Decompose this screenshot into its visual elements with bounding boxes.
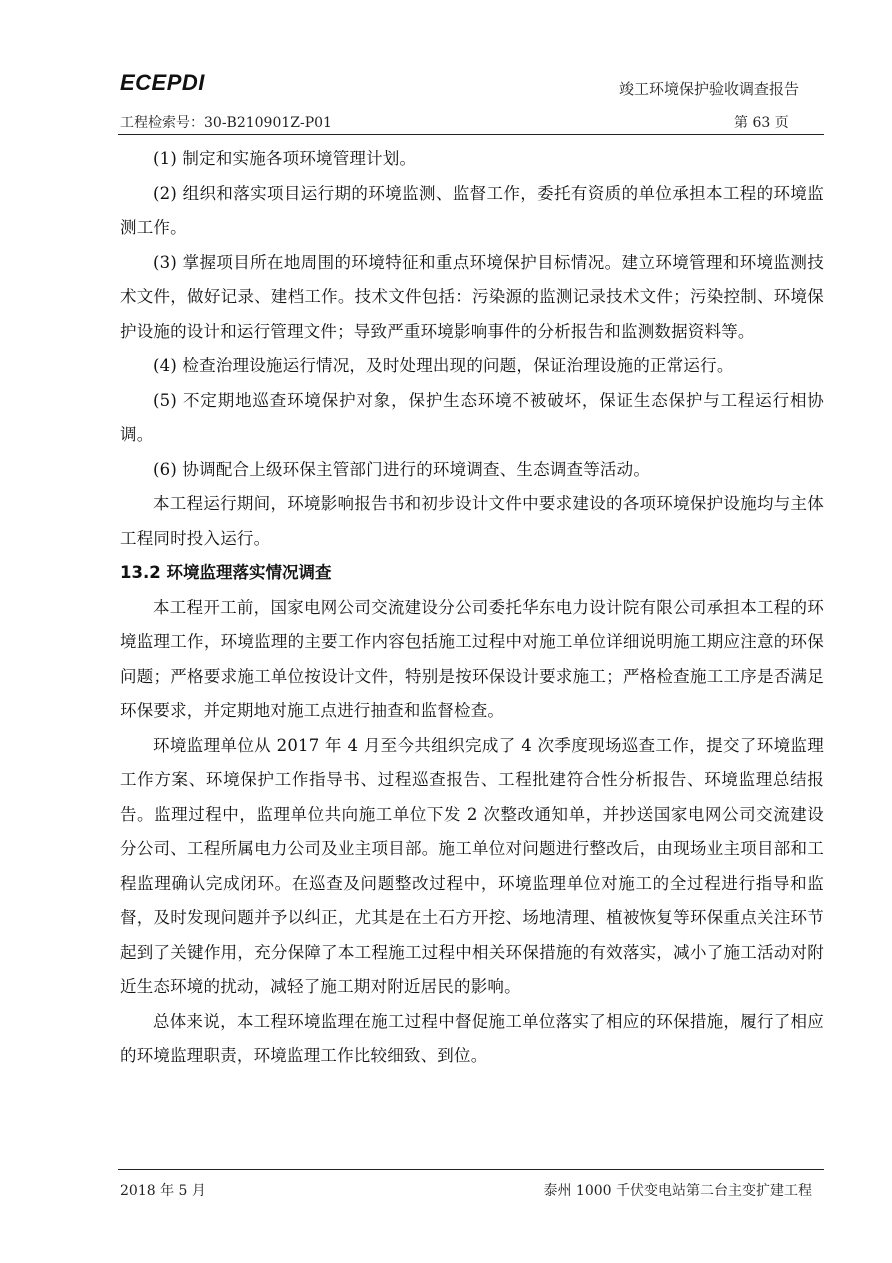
paragraph-operation-summary: 本工程运行期间，环境影响报告书和初步设计文件中要求建设的各项环境保护设施均与主体工程同时投入运行。 bbox=[120, 494, 824, 548]
paragraph-item-2: (2) 组织和落实项目运行期的环境监测、监督工作，委托有资质的单位承担本工程的环境监测工作。 bbox=[120, 183, 824, 237]
paragraph-item-6: (6) 协调配合上级环保主管部门进行的环境调查、生态调查等活动。 bbox=[153, 459, 651, 479]
section-heading: 13.2 环境监理落实情况调查 bbox=[120, 563, 332, 582]
footer-date: 2018 年 5 月 bbox=[120, 1183, 206, 1199]
document-body bbox=[120, 142, 824, 1074]
report-title: 竣工环境保护验收调查报告 bbox=[618, 80, 799, 98]
company-logo: ECEPDI bbox=[120, 70, 205, 95]
paragraph-supervision-intro: 本工程开工前，国家电网公司交流建设分公司委托华东电力设计院有限公司承担本工程的环境监理工作，环境监理的主要工作内容包括施工过程中对施工单位详细说明施工期应注意的环保问题；严格要求施工单位按设计文件，特别是按环保设计要求施工；严格检查施工工序是否满足环保要求，并定期地对施工点进行抽查和监督检查。 bbox=[120, 597, 824, 720]
paragraph-item-3: (3) 掌握项目所在地周围的环境特征和重点环境保护目标情况。建立环境管理和环境监测技术文件，做好记录、建档工作。技术文件包括：污染源的监测记录技术文件；污染控制、环境保护设施的设计和运行管理文件；导致严重环境影响事件的分析报告和监测数据资料等。 bbox=[120, 252, 824, 341]
paragraph-supervision-process: 环境监理单位从 2017 年 4 月至今共组织完成了 4 次季度现场巡查工作，提交了环境监理工作方案、环境保护工作指导书、过程巡查报告、工程批建符合性分析报告、环境监理总结报告。监理过程中，监理单位共向施工单位下发 2 次整改通知单，并抄送国家电网公司交流建设分公司、工程所属电力公司及业主项目部。施工单位对问题进行整改后，由现场业主项目部和工程监理确认完成闭环。在巡查及问题整改过程中，环境监理单位对施工的全过程进行指导和监督，及时发现问题并予以纠正，尤其是在土石方开挖、场地清理、植被恢复等环保重点关注环节起到了关键作用，充分保障了本工程施工过程中相关环保措施的有效落实，减小了施工活动对附近生态环境的扰动，减轻了施工期对附近居民的影响。 bbox=[120, 735, 824, 996]
paragraph-item-1: (1) 制定和实施各项环境管理计划。 bbox=[153, 149, 417, 168]
paragraph-item-4: (4) 检查治理设施运行情况，及时处理出现的问题，保证治理设施的正常运行。 bbox=[153, 356, 734, 375]
paragraph-item-5: (5) 不定期地巡查环境保护对象，保护生态环境不被破坏，保证生态保护与工程运行相协调。 bbox=[120, 390, 824, 444]
project-index-number: 工程检索号：30-B210901Z-P01 bbox=[120, 115, 332, 131]
footer-project-name: 泰州 1000 千伏变电站第二台主变扩建工程 bbox=[543, 1183, 812, 1199]
paragraph-supervision-conclusion: 总体来说，本工程环境监理在施工过程中督促施工单位落实了相应的环保措施，履行了相应的环境监理职责，环境监理工作比较细致、到位。 bbox=[120, 1011, 824, 1065]
footer-divider bbox=[118, 1169, 824, 1170]
header-divider bbox=[118, 134, 824, 135]
page-number: 第 63 页 bbox=[734, 115, 789, 131]
